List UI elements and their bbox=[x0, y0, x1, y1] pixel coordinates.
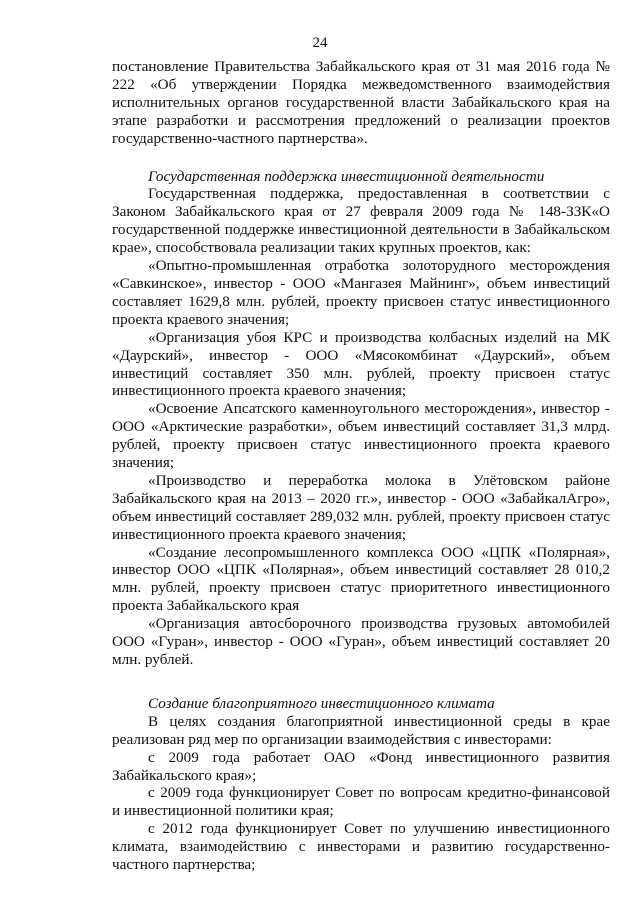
project-item: «Создание лесопромышленного комплекса ООО «ЦПК «Полярная», инвестор ООО «ЦПК «Полярная», объем инвестиций составляет 28 010,2 млн. рублей, проекту присвоен статус приоритетного инвестиционного проекта Забайкальского края bbox=[112, 543, 610, 615]
section-spacer bbox=[112, 148, 610, 168]
project-item: «Опытно-промышленная отработка золоторудного месторождения «Савкинское», инвестор - ООО «Мангазея Майнинг», объем инвестиций составляет 1629,8 млн. рублей, проекту присвоен статус инвестиционного проекта краевого значения; bbox=[112, 257, 610, 328]
project-item: «Производство и переработка молока в Улётовском районе Забайкальского края на 2013 – 2020 гг.», инвестор - ООО «ЗабайкалАгро», объем инвестиций составляет 289,032 млн. рублей, проекту присвоен статус инвестиционного проекта краевого значения; bbox=[112, 471, 610, 543]
measure-item: с 2009 года работает ОАО «Фонд инвестиционного развития Забайкальского края»; bbox=[112, 748, 610, 784]
section-heading-state-support: Государственная поддержка инвестиционной деятельности bbox=[148, 167, 545, 185]
measure-item: с 2009 года функционирует Совет по вопросам кредитно-финансовой и инвестиционной политики края; bbox=[112, 784, 610, 820]
section-lead-paragraph: Государственная поддержка, предоставленная в соответствии с Законом Забайкальского края от 27 февраля 2009 года № 148-ЗЗК«О государственной поддержке инвестиционной деятельности в Забайкальском крае», способствовала реализации таких крупных проектов, как: bbox=[112, 185, 610, 257]
section-lead-paragraph: В целях создания благоприятной инвестиционной среды в крае реализован ряд мер по организации взаимодействия с инвесторами: bbox=[112, 712, 610, 748]
section-heading-investment-climate: Создание благоприятного инвестиционного климата bbox=[148, 694, 495, 712]
document-body bbox=[112, 58, 610, 874]
project-item: «Организация автосборочного производства грузовых автомобилей ООО «Гуран», инвестор - ООО «Гуран», объем инвестиций составляет 20 млн. рублей. bbox=[112, 615, 610, 668]
project-item: «Организация убоя КРС и производства колбасных изделий на МК «Даурский», инвестор - ООО «Мясокомбинат «Даурский», объем инвестиций составляет 350 млн. рублей, проекту присвоен статус инвестиционного проекта краевого значения; bbox=[112, 328, 610, 400]
page-number: 24 bbox=[312, 35, 328, 51]
project-item: «Освоение Апсатского каменноугольного месторождения», инвестор - ООО «Арктические разработки», объем инвестиций составляет 31,3 млрд. рублей, проекту присвоен статус инвестиционного проекта краевого значения; bbox=[112, 400, 610, 472]
section-spacer bbox=[112, 669, 610, 695]
measure-item: с 2012 года функционирует Совет по улучшению инвестиционного климата, взаимодействию с инвесторами и развитию государственно-частного партнерства; bbox=[112, 820, 610, 874]
intro-paragraph: постановление Правительства Забайкальского края от 31 мая 2016 года № 222 «Об утверждении Порядка межведомственного взаимодействия исполнительных органов государственной власти Забайкальского края на этапе разработки и рассмотрения предложений о реализации проектов государственно-частного партнерства». bbox=[112, 58, 610, 147]
